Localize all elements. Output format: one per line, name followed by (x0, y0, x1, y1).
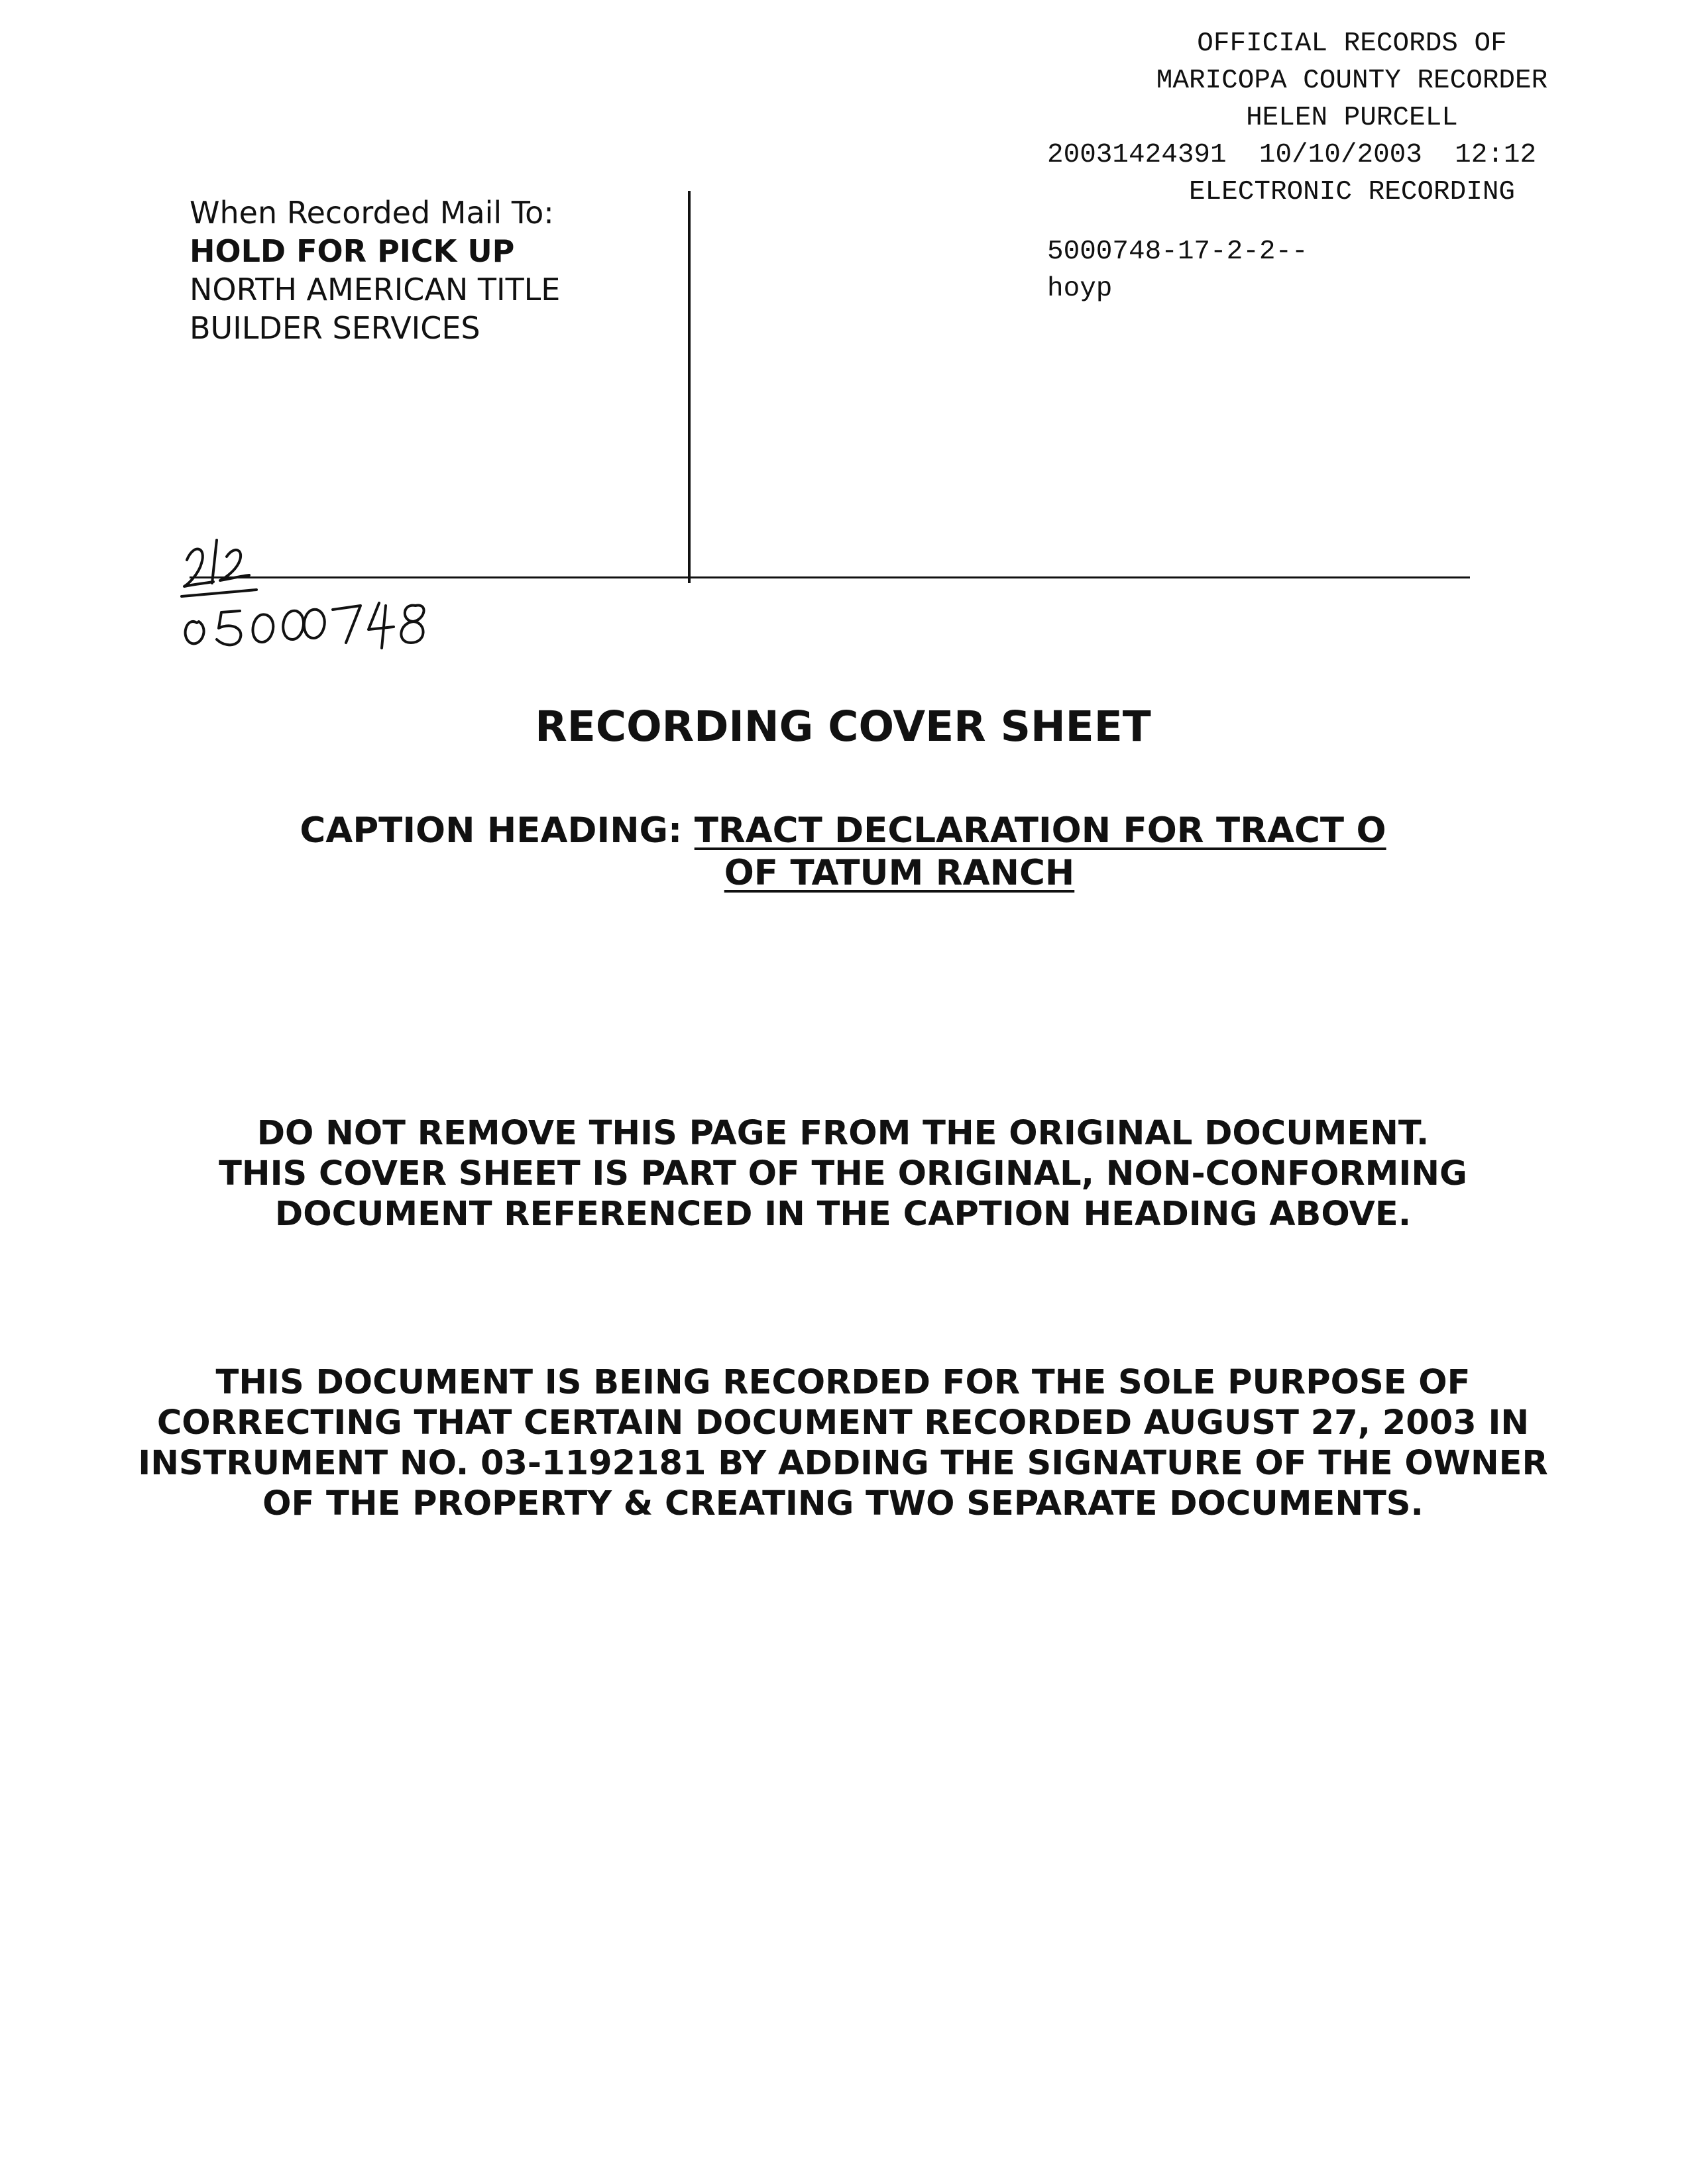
notice-line: INSTRUMENT NO. 03-1192181 BY ADDING THE SIGNATURE OF THE OWNER (138, 1444, 1548, 1483)
stamp-line-official-records: OFFICIAL RECORDS OF (1197, 28, 1507, 59)
notice-line: OF THE PROPERTY & CREATING TWO SEPARATE DOCUMENTS. (262, 1484, 1424, 1523)
notice-line: CORRECTING THAT CERTAIN DOCUMENT RECORDED AUGUST 27, 2003 IN (156, 1403, 1530, 1443)
handwritten-annotation (180, 537, 512, 663)
caption-heading (0, 810, 1686, 895)
mail-to-company: NORTH AMERICAN TITLE (190, 272, 561, 307)
caption-label: CAPTION HEADING: (300, 810, 683, 851)
mail-to-hold: HOLD FOR PICK UP (190, 233, 515, 269)
notice-purpose (0, 1362, 1686, 1524)
recorder-stamp (1047, 25, 1657, 307)
stamp-document-code: 5000748-17-2-2-- (1047, 237, 1308, 267)
stamp-line-county-recorder: MARICOPA COUNTY RECORDER (1156, 66, 1548, 96)
stamp-line-recorder-name: HELEN PURCELL (1246, 103, 1458, 133)
notice-line: DO NOT REMOVE THIS PAGE FROM THE ORIGINAL DOCUMENT. (256, 1114, 1430, 1153)
notice-line: DOCUMENT REFERENCED IN THE CAPTION HEADING ABOVE. (274, 1195, 1412, 1234)
notice-do-not-remove (0, 1113, 1686, 1234)
stamp-clerk-id: hoyp (1047, 274, 1113, 304)
stamp-line-record-number-date: 20031424391 10/10/2003 12:12 (1047, 140, 1537, 170)
mail-to-block (190, 193, 667, 347)
notice-line: THIS DOCUMENT IS BEING RECORDED FOR THE SOLE PURPOSE OF (215, 1363, 1471, 1402)
vertical-divider (688, 191, 691, 583)
notice-line: THIS COVER SHEET IS PART OF THE ORIGINAL, NON-CONFORMING (219, 1154, 1467, 1193)
caption-value-line2: OF TATUM RANCH (724, 853, 1075, 893)
mail-to-department: BUILDER SERVICES (190, 310, 480, 346)
stamp-line-recording-type: ELECTRONIC RECORDING (1188, 177, 1516, 207)
mail-to-label: When Recorded Mail To: (190, 195, 554, 231)
page-title: RECORDING COVER SHEET (535, 702, 1151, 751)
caption-value-line1: TRACT DECLARATION FOR TRACT O (694, 810, 1386, 851)
